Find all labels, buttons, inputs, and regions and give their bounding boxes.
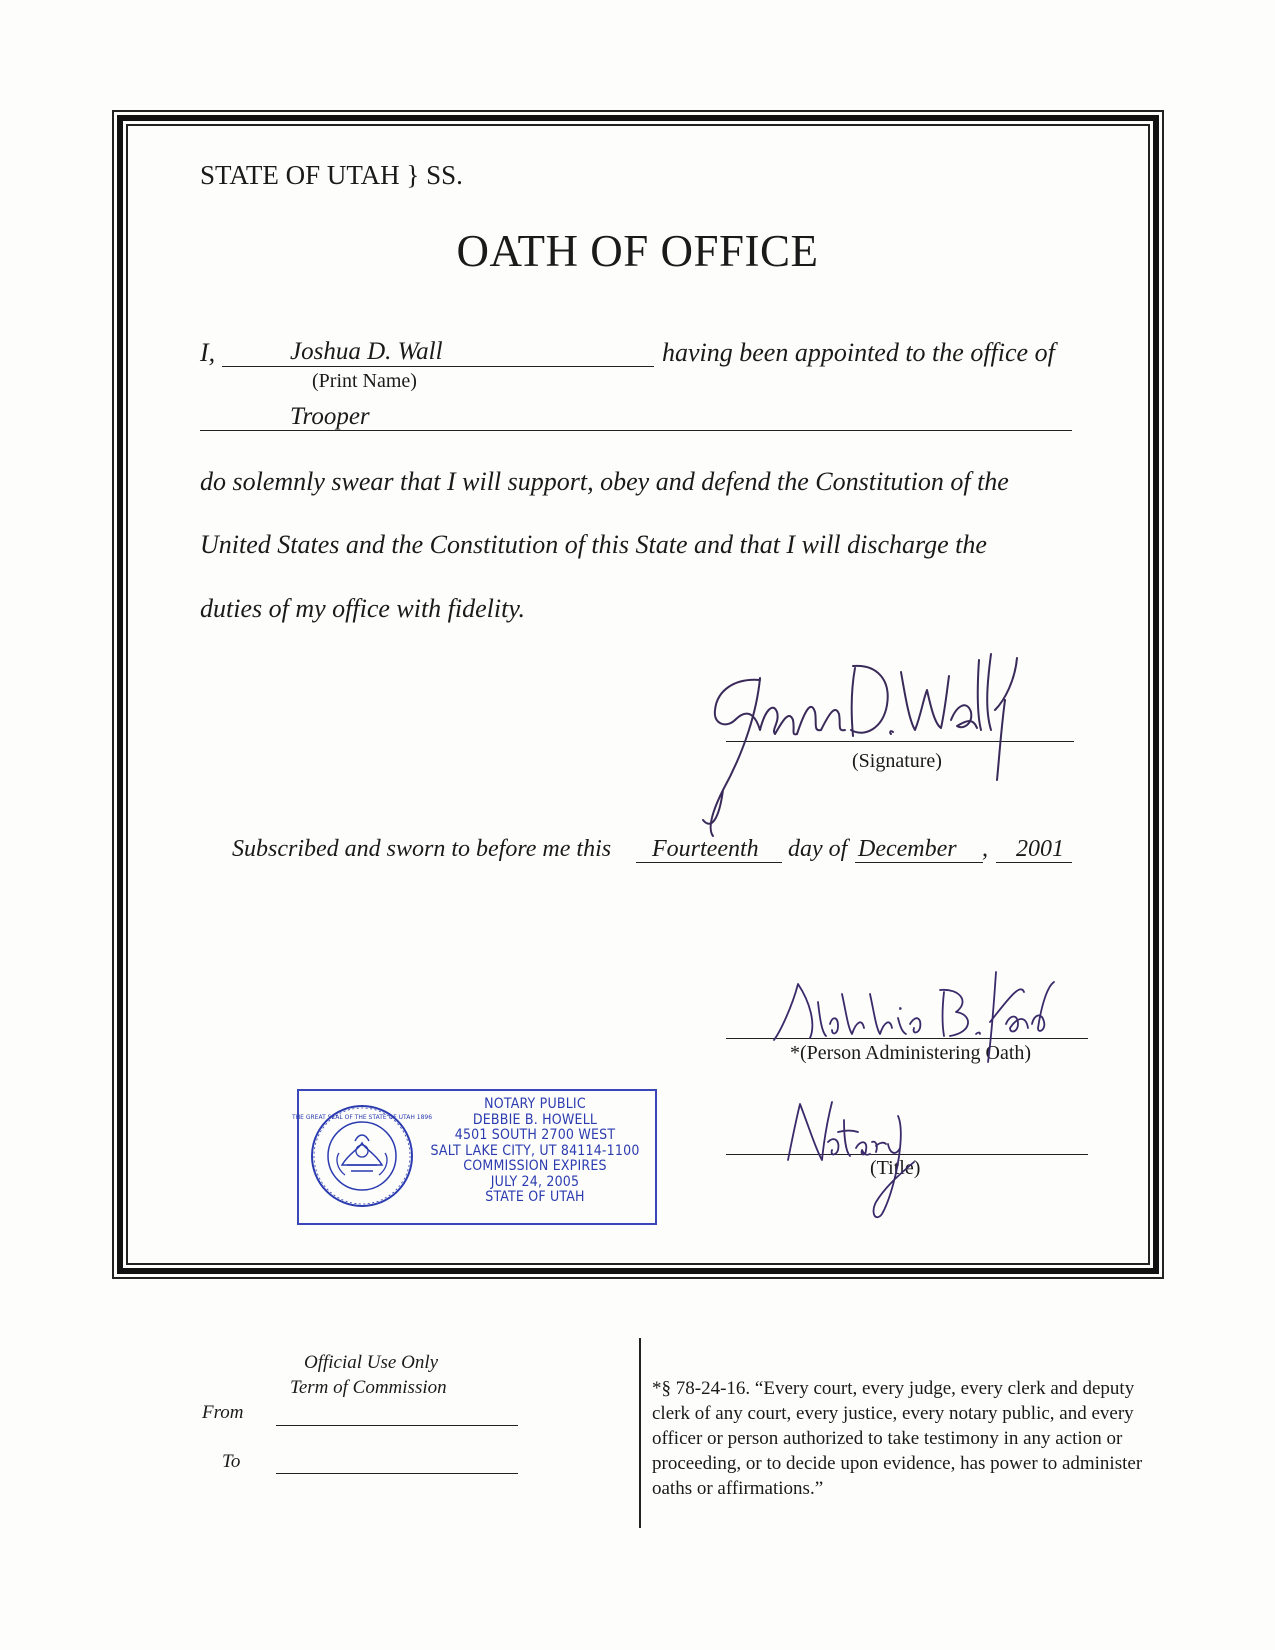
administrator-signature-image <box>770 962 1060 1072</box>
stamp-line: DEBBIE B. HOWELL <box>472 1111 598 1128</box>
to-label: To <box>222 1451 241 1472</box>
sworn-comma: , <box>982 836 988 862</box>
sworn-year-value: 2001 <box>1016 836 1064 862</box>
office-value: Trooper <box>290 403 370 430</box>
trooper-signature-image <box>705 650 1025 850</box>
stamp-line: NOTARY PUBLIC <box>484 1096 586 1112</box>
administrator-caption: *(Person Administering Oath) <box>790 1042 1032 1064</box>
stamp-line: STATE OF UTAH <box>485 1189 585 1205</box>
appointment-prefix: I, <box>200 338 216 367</box>
state-seal-icon <box>291 1103 433 1209</box>
sworn-month-value: December <box>858 836 957 862</box>
stamp-line: JULY 24, 2005 <box>490 1173 580 1190</box>
sworn-day-of: day of <box>788 836 848 862</box>
footer-divider <box>639 1338 641 1528</box>
oath-line-3: duties of my office with fidelity. <box>200 594 525 623</box>
title-caption: (Title) <box>870 1157 921 1179</box>
oath-line-2: United States and the Constitution of this State and that I will discharge the <box>200 530 987 559</box>
print-name-value: Joshua D. Wall <box>290 338 443 365</box>
term-of-commission-heading: Term of Commission <box>290 1377 447 1398</box>
appointment-suffix: having been appointed to the office of <box>662 338 1055 367</box>
print-name-line <box>222 366 654 367</box>
from-field-line <box>276 1425 518 1426</box>
to-field-line <box>276 1473 518 1474</box>
from-label: From <box>202 1402 244 1423</box>
state-line: STATE OF UTAH } SS. <box>200 160 463 190</box>
page-title: OATH OF OFFICE <box>456 226 819 276</box>
notary-stamp <box>291 1089 657 1225</box>
official-use-heading: Official Use Only <box>304 1352 439 1373</box>
signature-caption: (Signature) <box>852 750 942 772</box>
sworn-prefix: Subscribed and sworn to before me this <box>232 836 612 862</box>
stamp-line: 4501 SOUTH 2700 WEST <box>454 1127 616 1143</box>
sworn-day-value: Fourteenth <box>652 836 759 862</box>
stamp-line: SALT LAKE CITY, UT 84114-1100 <box>430 1142 640 1159</box>
statute-note: *§ 78-24-16. “Every court, every judge, every clerk and deputy clerk of any court, every justice, every notary public, and every officer or person authorized to take testimony in any action or proceeding, or to decide upon evidence, has power to administer oaths or affirmations.” <box>652 1378 1143 1499</box>
print-name-caption: (Print Name) <box>312 370 417 392</box>
notary-stamp-text <box>419 1097 651 1206</box>
seal-text: THE GREAT SEAL OF THE STATE OF UTAH 1896 <box>291 1114 433 1121</box>
notary-title-signature-image <box>780 1090 930 1220</box>
stamp-line: COMMISSION EXPIRES <box>463 1158 607 1174</box>
oath-line-1: do solemnly swear that I will support, obey and defend the Constitution of the <box>200 467 1009 496</box>
